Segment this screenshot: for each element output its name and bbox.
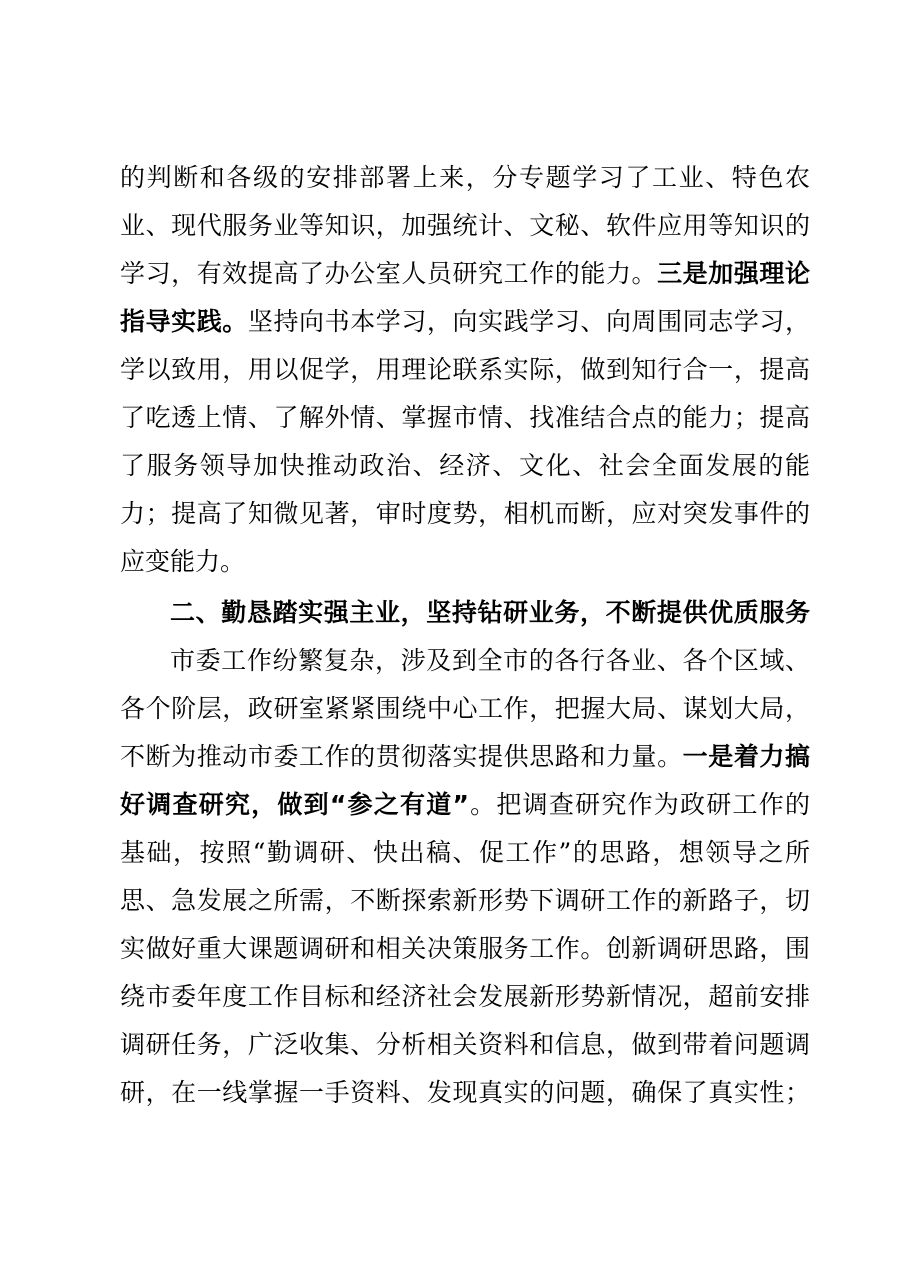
paragraph-1-line-1: 的判断和各级的安排部署上来，分专题学习了工业、特色农	[120, 163, 810, 192]
paragraph-2-line-5: 基础，按照“勤调研、快出稿、促工作”的思路，想领导之所	[120, 838, 810, 867]
paragraph-2-line-4	[120, 785, 810, 825]
paragraph-1-line-6: 了吃透上情、了解外情、掌握市情、找准结合点的能力；提高	[120, 403, 810, 432]
paragraph-1-line-9: 应变能力。	[120, 547, 246, 576]
paragraph-2-line-3	[120, 737, 810, 777]
paragraph-1-line-2: 业、现代服务业等知识，加强统计、文秘、软件应用等知识的	[120, 211, 810, 240]
paragraph-2-line-6: 思、急发展之所需，不断探索新形势下调研工作的新路子，切	[120, 886, 810, 915]
paragraph-2-line-7: 实做好重大课题调研和相关决策服务工作。创新调研思路，围	[120, 934, 810, 963]
paragraph-1-line-8: 力；提高了知微见著，审时度势，相机而断，应对突发事件的	[120, 499, 810, 528]
paragraph-1-line-3-text: 学习，有效提高了办公室人员研究工作的能力。	[120, 259, 658, 288]
paragraph-1-line-3-emphasis: 三是加强理论	[657, 259, 810, 288]
paragraph-1-line-4	[120, 302, 810, 342]
paragraph-1-line-3	[120, 254, 810, 294]
section-heading-2: 二、勤恳踏实强主业，坚持钻研业务，不断提供优质服务	[170, 598, 810, 627]
paragraph-2-line-4-emphasis: 好调查研究，做到“参之有道”	[120, 790, 469, 819]
paragraph-2-line-3-emphasis: 一是着力搞	[682, 742, 810, 771]
paragraph-1-line-4-emphasis: 指导实践。	[120, 307, 248, 336]
paragraph-1-line-4-text: 坚持向书本学习，向实践学习、向周围同志学习，	[247, 307, 810, 336]
paragraph-1-line-7: 了服务领导加快推动政治、经济、文化、社会全面发展的能	[120, 451, 810, 480]
paragraph-2-line-4-text: 。把调查研究作为政研工作的	[468, 790, 810, 819]
paragraph-2-line-3-text: 不断为推动市委工作的贯彻落实提供思路和力量。	[120, 742, 683, 771]
paragraph-2-line-10: 研，在一线掌握一手资料、发现真实的问题，确保了真实性；	[120, 1078, 810, 1107]
paragraph-2-line-8: 绕市委年度工作目标和经济社会发展新形势新情况，超前安排	[120, 982, 810, 1011]
paragraph-2-line-2: 各个阶层，政研室紧紧围绕中心工作，把握大局、谋划大局，	[120, 694, 810, 723]
paragraph-2-line-1: 市委工作纷繁复杂，涉及到全市的各行各业、各个区域、	[170, 646, 810, 675]
paragraph-1-line-5: 学以致用，用以促学，用理论联系实际，做到知行合一，提高	[120, 355, 810, 384]
paragraph-2-line-9: 调研任务，广泛收集、分析相关资料和信息，做到带着问题调	[120, 1030, 810, 1059]
